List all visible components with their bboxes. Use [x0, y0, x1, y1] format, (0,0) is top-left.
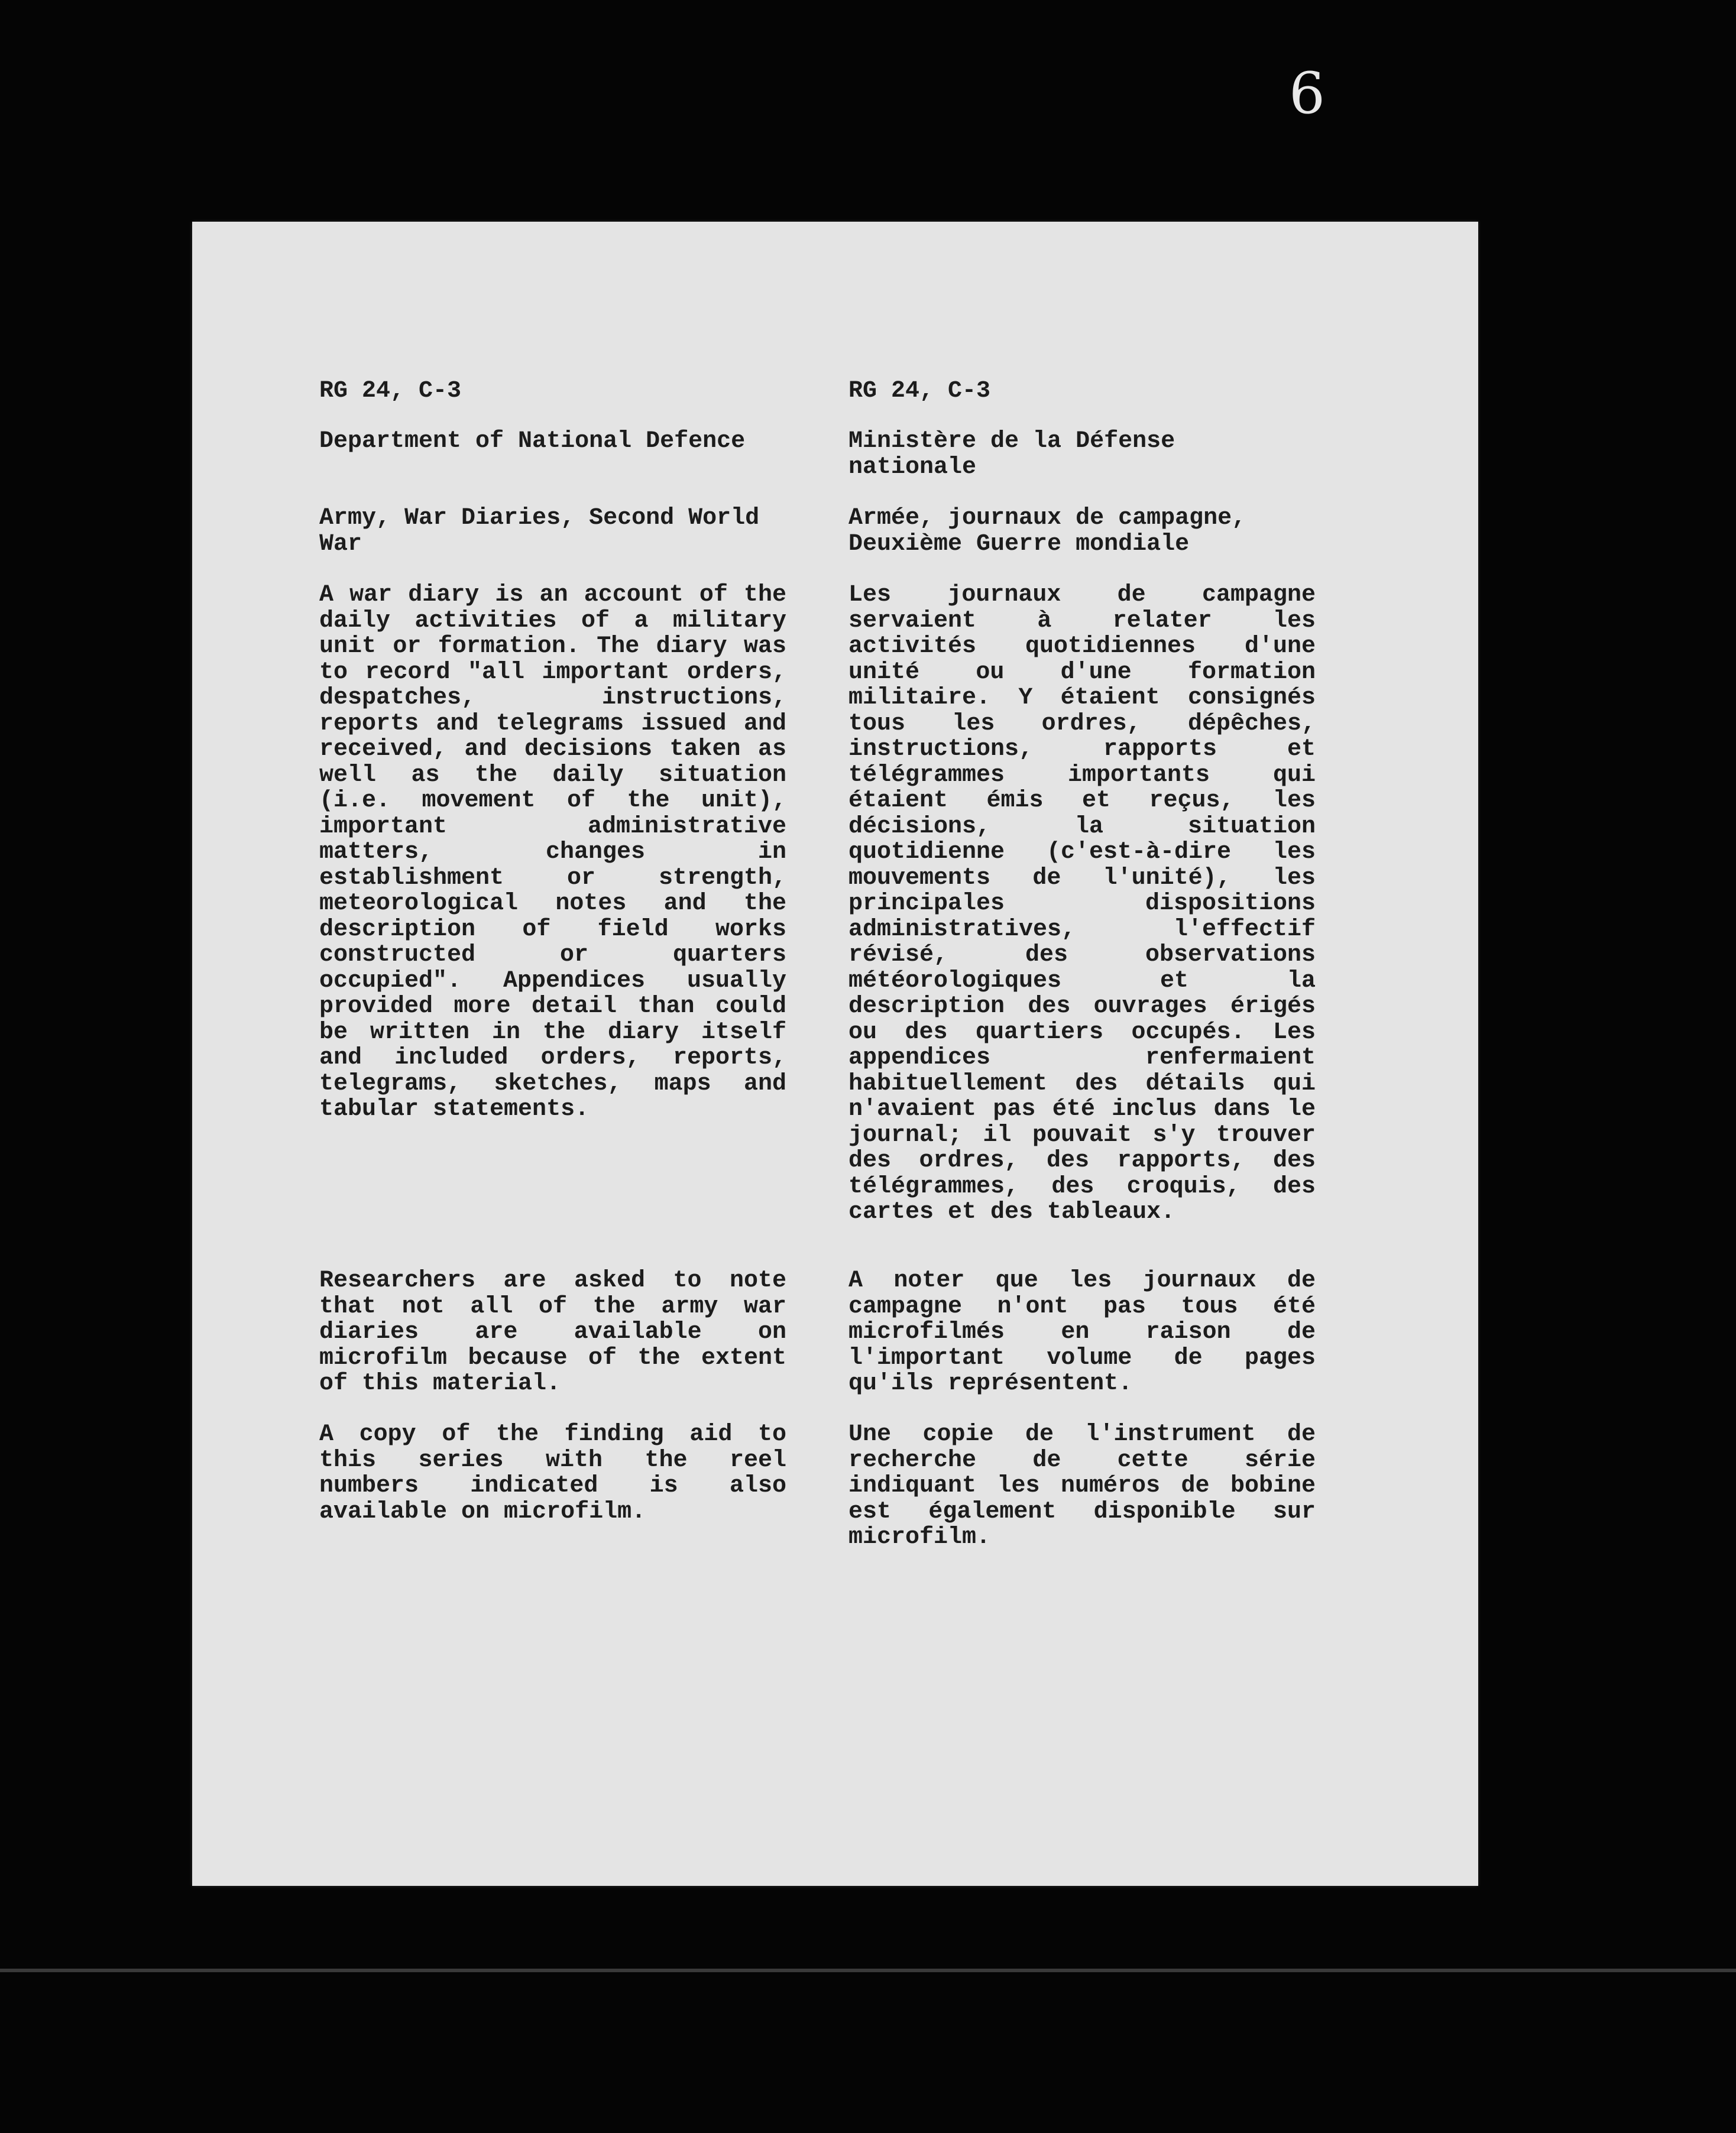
english-title: Army, War Diaries, Second World War [319, 505, 760, 557]
english-paragraph-war-diary: A war diary is an account of the daily activities of a military unit or formation. The diary was to record "all important orders, despatches, instructions, reports and telegrams issued and received, and decisions taken as well as the daily situation (i.e. movement of the unit), important administrative matters, changes in establishment or strength, meteorological notes and the description of field works constructed or quarters occupied". Appendices usually provided more detail than could be written in the diary itself and included orders, reports, telegrams, sketches, maps and tabular statements. [319, 582, 786, 1123]
french-paragraph-journaux: Les journaux de campagne servaient à relater les activités quotidiennes d'une unité ou d'une formation militaire. Y étaient consignés tous les ordres, dépêches, instructions, rapports et télégrammes importants qui étaient émis et reçus, les décisions, la situation quotidienne (c'est-à-dire les mouvements de l'unité), les principales dispositions administratives, l'effectif révisé, des observations météorologiques et la description des ouvrages érigés ou des quartiers occupés. Les appendices renfermaient habituellement des détails qui n'avaient pas été inclus dans le journal; il pouvait s'y trouver des ordres, des rapports, des télégrammes, des croquis, des cartes et des tableaux. [848, 582, 1316, 1226]
english-reference: RG 24, C-3 [319, 378, 462, 404]
french-paragraph-instrument: Une copie de l'instrument de recherche de cette série indiquant les numéros de bobine est également disponible sur microfilm. [848, 1421, 1316, 1551]
french-paragraph-noter: A noter que les journaux de campagne n'ont pas tous été microfilmés en raison de l'important volume de pages qu'ils représentent. [848, 1268, 1316, 1397]
handwritten-page-number: 6 [1289, 60, 1326, 127]
french-department: Ministère de la Défense nationale [848, 428, 1175, 481]
document-page [192, 222, 1478, 1886]
french-reference: RG 24, C-3 [848, 378, 991, 404]
english-department: Department of National Defence [319, 428, 746, 455]
english-paragraph-finding-aid: A copy of the finding aid to this series with the reel numbers indicated is also available on microfilm. [319, 1421, 786, 1525]
english-paragraph-researchers: Researchers are asked to note that not all of the army war diaries are available on microfilm because of the extent of this material. [319, 1268, 786, 1397]
film-edge-strip [0, 1969, 1736, 1972]
french-title: Armée, journaux de campagne, Deuxième Guerre mondiale [848, 505, 1246, 557]
